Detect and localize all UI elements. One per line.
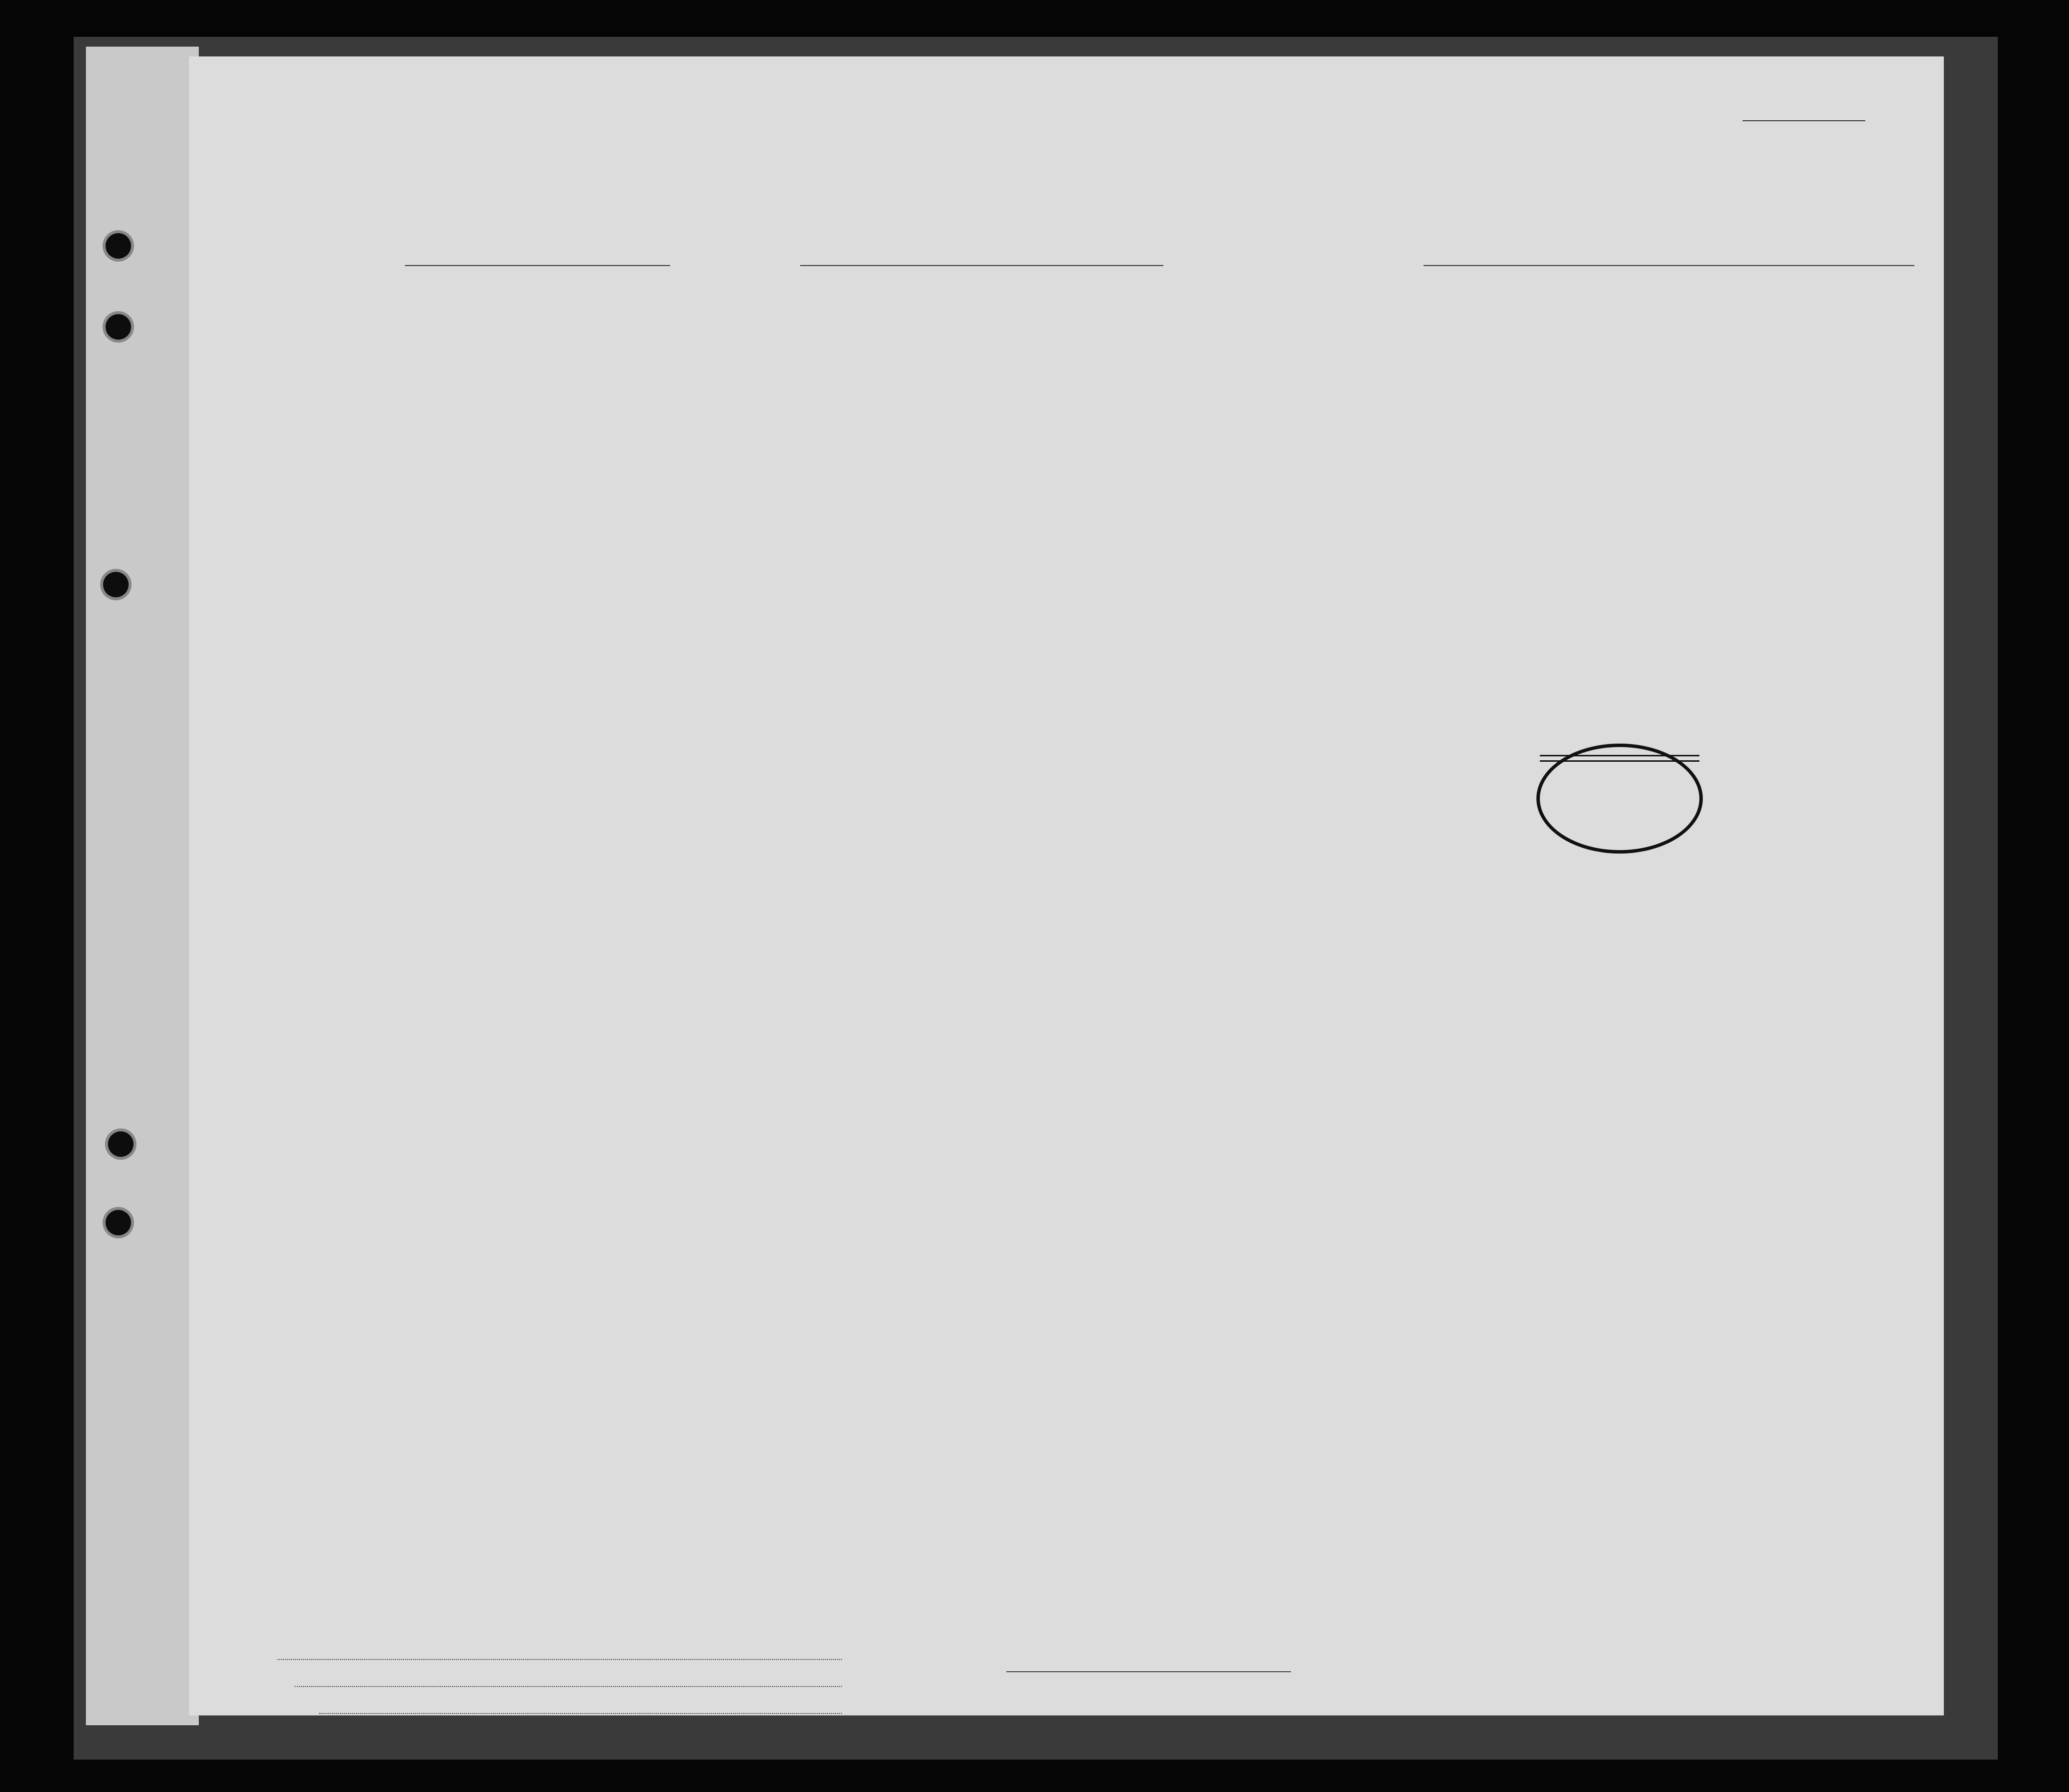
binder-hole: [103, 572, 129, 597]
binder-hole: [106, 233, 131, 259]
footer-local-agents-field: [319, 1713, 842, 1714]
mm-office-stamp: [1536, 744, 1703, 854]
binder-hole: [108, 1131, 134, 1157]
stamp-date: [1540, 755, 1699, 762]
inspector-signature-line: [1006, 1671, 1291, 1672]
manifest-sheet: [189, 56, 1944, 1715]
binder-hole: [106, 314, 131, 340]
footer-line-field: [277, 1659, 842, 1660]
footer-owners-field: [295, 1686, 842, 1687]
table-grid: [189, 56, 1944, 1715]
binder-hole: [106, 1210, 131, 1235]
underlying-page-edge: [86, 47, 199, 1725]
